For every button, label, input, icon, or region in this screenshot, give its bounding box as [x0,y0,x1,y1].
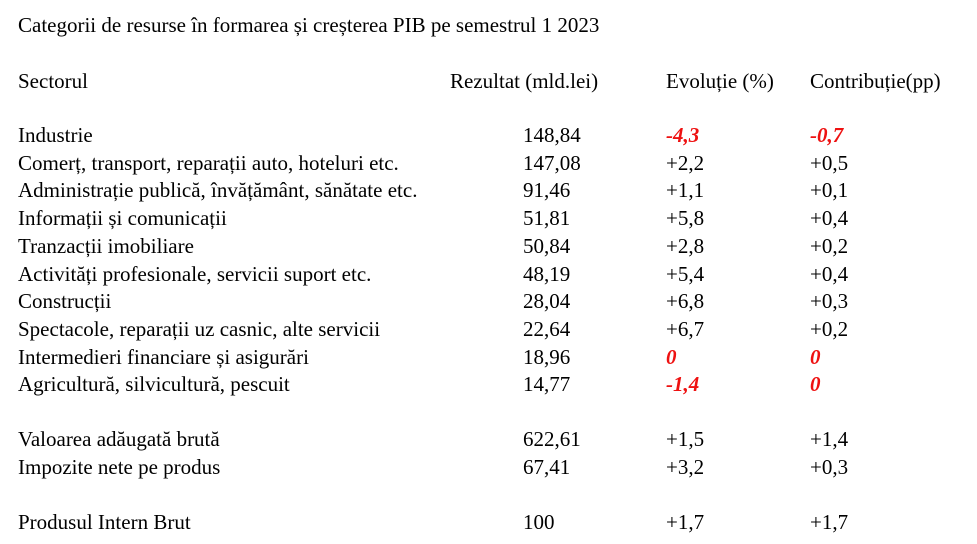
contribution-value: +0,5 [810,150,849,175]
table-row [18,149,973,177]
table-row [18,343,973,371]
sector-name: Impozite nete pe produs [18,455,221,479]
sector-name: Tranzacții imobiliare [18,233,194,258]
header-evolution: Evoluție (%) [666,69,774,93]
sector-name: Agricultură, silvicultură, pescuit [18,372,290,397]
evolution-value: +1,5 [666,427,705,451]
table-row [18,204,973,232]
total-name: Produsul Intern Brut [18,510,191,534]
result-value: 91,46 [523,178,571,203]
contribution-value: +0,3 [810,289,849,314]
result-value: 51,81 [523,206,571,231]
result-value: 50,84 [523,233,571,258]
result-value: 148,84 [523,123,581,147]
contribution-value: 0 [810,372,821,397]
total-evolution: +1,7 [666,510,705,534]
sector-name: Activități profesionale, servicii suport etc. [18,261,372,286]
table-row [18,232,973,260]
evolution-value: +5,8 [666,206,705,231]
contribution-value: +0,1 [810,178,849,203]
contribution-value: -0,7 [810,123,844,147]
total-row [18,508,973,536]
sector-name: Intermedieri financiare și asigurări [18,344,309,369]
evolution-value: +6,7 [666,316,705,341]
result-value: 147,08 [523,150,581,175]
page-title: Categorii de resurse în formarea și creșterea PIB pe semestrul 1 2023 [18,13,600,37]
sector-name: Administrație publică, învățământ, sănătate etc. [18,178,418,203]
table-row [18,315,973,343]
evolution-value: 0 [666,344,677,369]
sector-name: Informații și comunicații [18,206,227,231]
contribution-value: +0,2 [810,316,849,341]
contribution-value: +1,4 [810,427,849,451]
table-row [18,176,973,204]
result-value: 22,64 [523,316,571,341]
header-sector: Sectorul [18,69,88,93]
total-contribution: +1,7 [810,510,849,534]
contribution-value: +0,2 [810,233,849,258]
contribution-value: +0,4 [810,261,849,286]
evolution-value: +5,4 [666,261,705,286]
evolution-value: +2,2 [666,150,705,175]
header-contribution: Contribuție(pp) [810,69,941,93]
result-value: 28,04 [523,289,571,314]
result-value: 622,61 [523,427,581,451]
table-row [18,370,973,398]
contribution-value: +0,4 [810,206,849,231]
evolution-value: -4,3 [666,123,700,147]
document [18,0,973,544]
result-value: 18,96 [523,344,571,369]
table-row [18,121,973,149]
sector-name: Construcții [18,289,112,314]
contribution-value: +0,3 [810,455,849,479]
evolution-value: +2,8 [666,233,705,258]
table-row [18,260,973,288]
contribution-value: 0 [810,344,821,369]
result-value: 14,77 [523,372,571,397]
evolution-value: -1,4 [666,372,700,397]
table-row [18,287,973,315]
result-value: 48,19 [523,261,571,286]
sector-name: Valoarea adăugată brută [18,427,220,451]
result-value: 67,41 [523,455,571,479]
table-row [18,453,973,481]
total-result: 100 [523,510,555,534]
header-result: Rezultat (mld.lei) [450,69,599,93]
table-header [18,67,973,95]
table-row [18,425,973,453]
evolution-value: +1,1 [666,178,705,203]
sector-name: Comerț, transport, reparații auto, hoteluri etc. [18,150,399,175]
sector-name: Industrie [18,123,93,147]
evolution-value: +3,2 [666,455,705,479]
evolution-value: +6,8 [666,289,705,314]
sector-name: Spectacole, reparații uz casnic, alte servicii [18,316,381,341]
